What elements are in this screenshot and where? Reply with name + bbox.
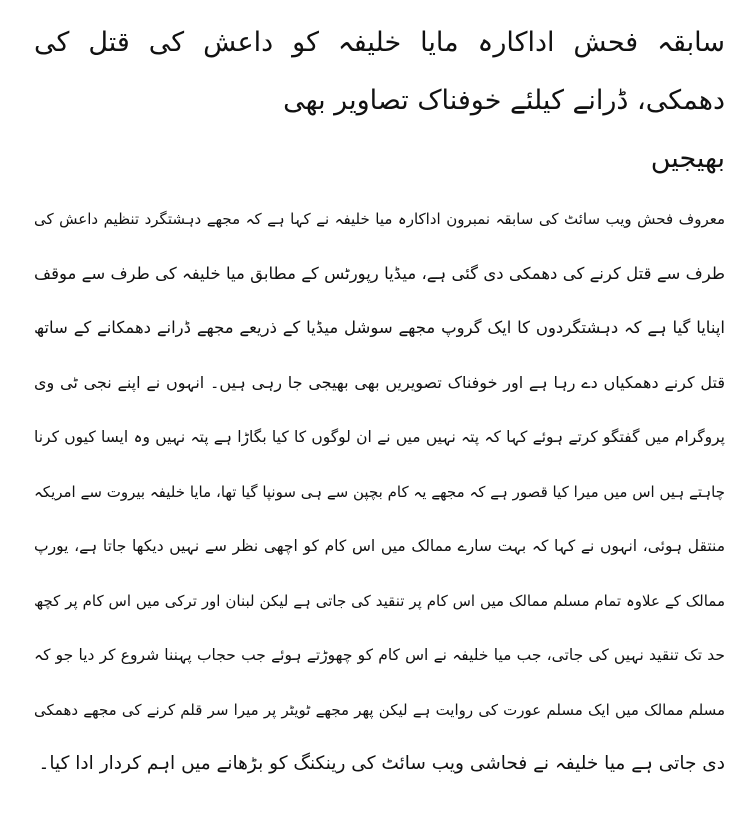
headline xyxy=(34,14,725,188)
article-body xyxy=(34,192,725,792)
body-line: منتقل ہوئی، انہوں نے کہا کہ بہت سارے ممالک میں اس کام کو اچھی نظر سے نہیں دیکھا جاتا ہے، یورپ xyxy=(34,537,725,555)
body-line: پروگرام میں گفتگو کرتے ہوئے کہا کہ پتہ نہیں میں نے ان لوگوں کا کیا بگاڑا ہے پتہ نہیں وہ ایسا کیوں کرنا xyxy=(34,428,725,446)
body-line: مسلم ممالک میں ایک مسلم عورت کی روایت ہے لیکن پھر مجھے ٹویٹر پر میرا سر قلم کرنے کی مجھے دھمکی xyxy=(34,700,725,719)
headline-line: سابقہ فحش اداکارہ مایا خلیفہ کو داعش کی قتل کی دھمکی، ڈرانے کیلئے خوفناک تصاویر بھی xyxy=(34,27,725,116)
body-line: قتل کرنے دھمکیاں دے رہا ہے اور خوفناک تصویریں بھی بھیجی جا رہی ہیں۔ انہوں نے اپنے نجی ٹی وی xyxy=(34,372,725,392)
headline-line: بھیجیں xyxy=(650,143,725,174)
body-line: طرف سے قتل کرنے کی دھمکی دی گئی ہے، میڈیا رپورٹس کے مطابق میا خلیفہ کی طرف سے موقف xyxy=(34,263,725,283)
body-line: حد تک تنقید نہیں کی جاتی، جب میا خلیفہ نے اس کام کو چھوڑتے ہوئے جب حجاب پہننا شروع کر دیا جو کہ xyxy=(34,646,725,664)
body-line: اپنایا گیا ہے کہ دہشتگردوں کا ایک گروپ مجھے سوشل میڈیا کے ذریعے مجھے ڈرانے دھمکانے کے ساتھ xyxy=(34,318,725,337)
body-line: ممالک کے علاوہ تمام مسلم ممالک میں اس کام پر تنقید کی جاتی ہے لیکن لبنان اور ترکی میں اس کام پر کچھ xyxy=(34,591,725,610)
body-line: معروف فحش ویب سائٹ کی سابقہ نمبرون اداکارہ میا خلیفہ نے کہا ہے کہ مجھے دہشتگرد تنظیم داعش کی xyxy=(34,210,725,228)
body-line: دی جاتی ہے میا خلیفہ نے فحاشی ویب سائٹ کی رینکنگ کو بڑھانے میں اہم کردار ادا کیا۔ xyxy=(38,753,725,774)
body-line: چاہتے ہیں اس میں میرا کیا قصور ہے کہ مجھے یہ کام بچپن سے ہی سونپا گیا تھا، مایا خلیفہ بیروت سے امریکہ xyxy=(34,482,725,501)
